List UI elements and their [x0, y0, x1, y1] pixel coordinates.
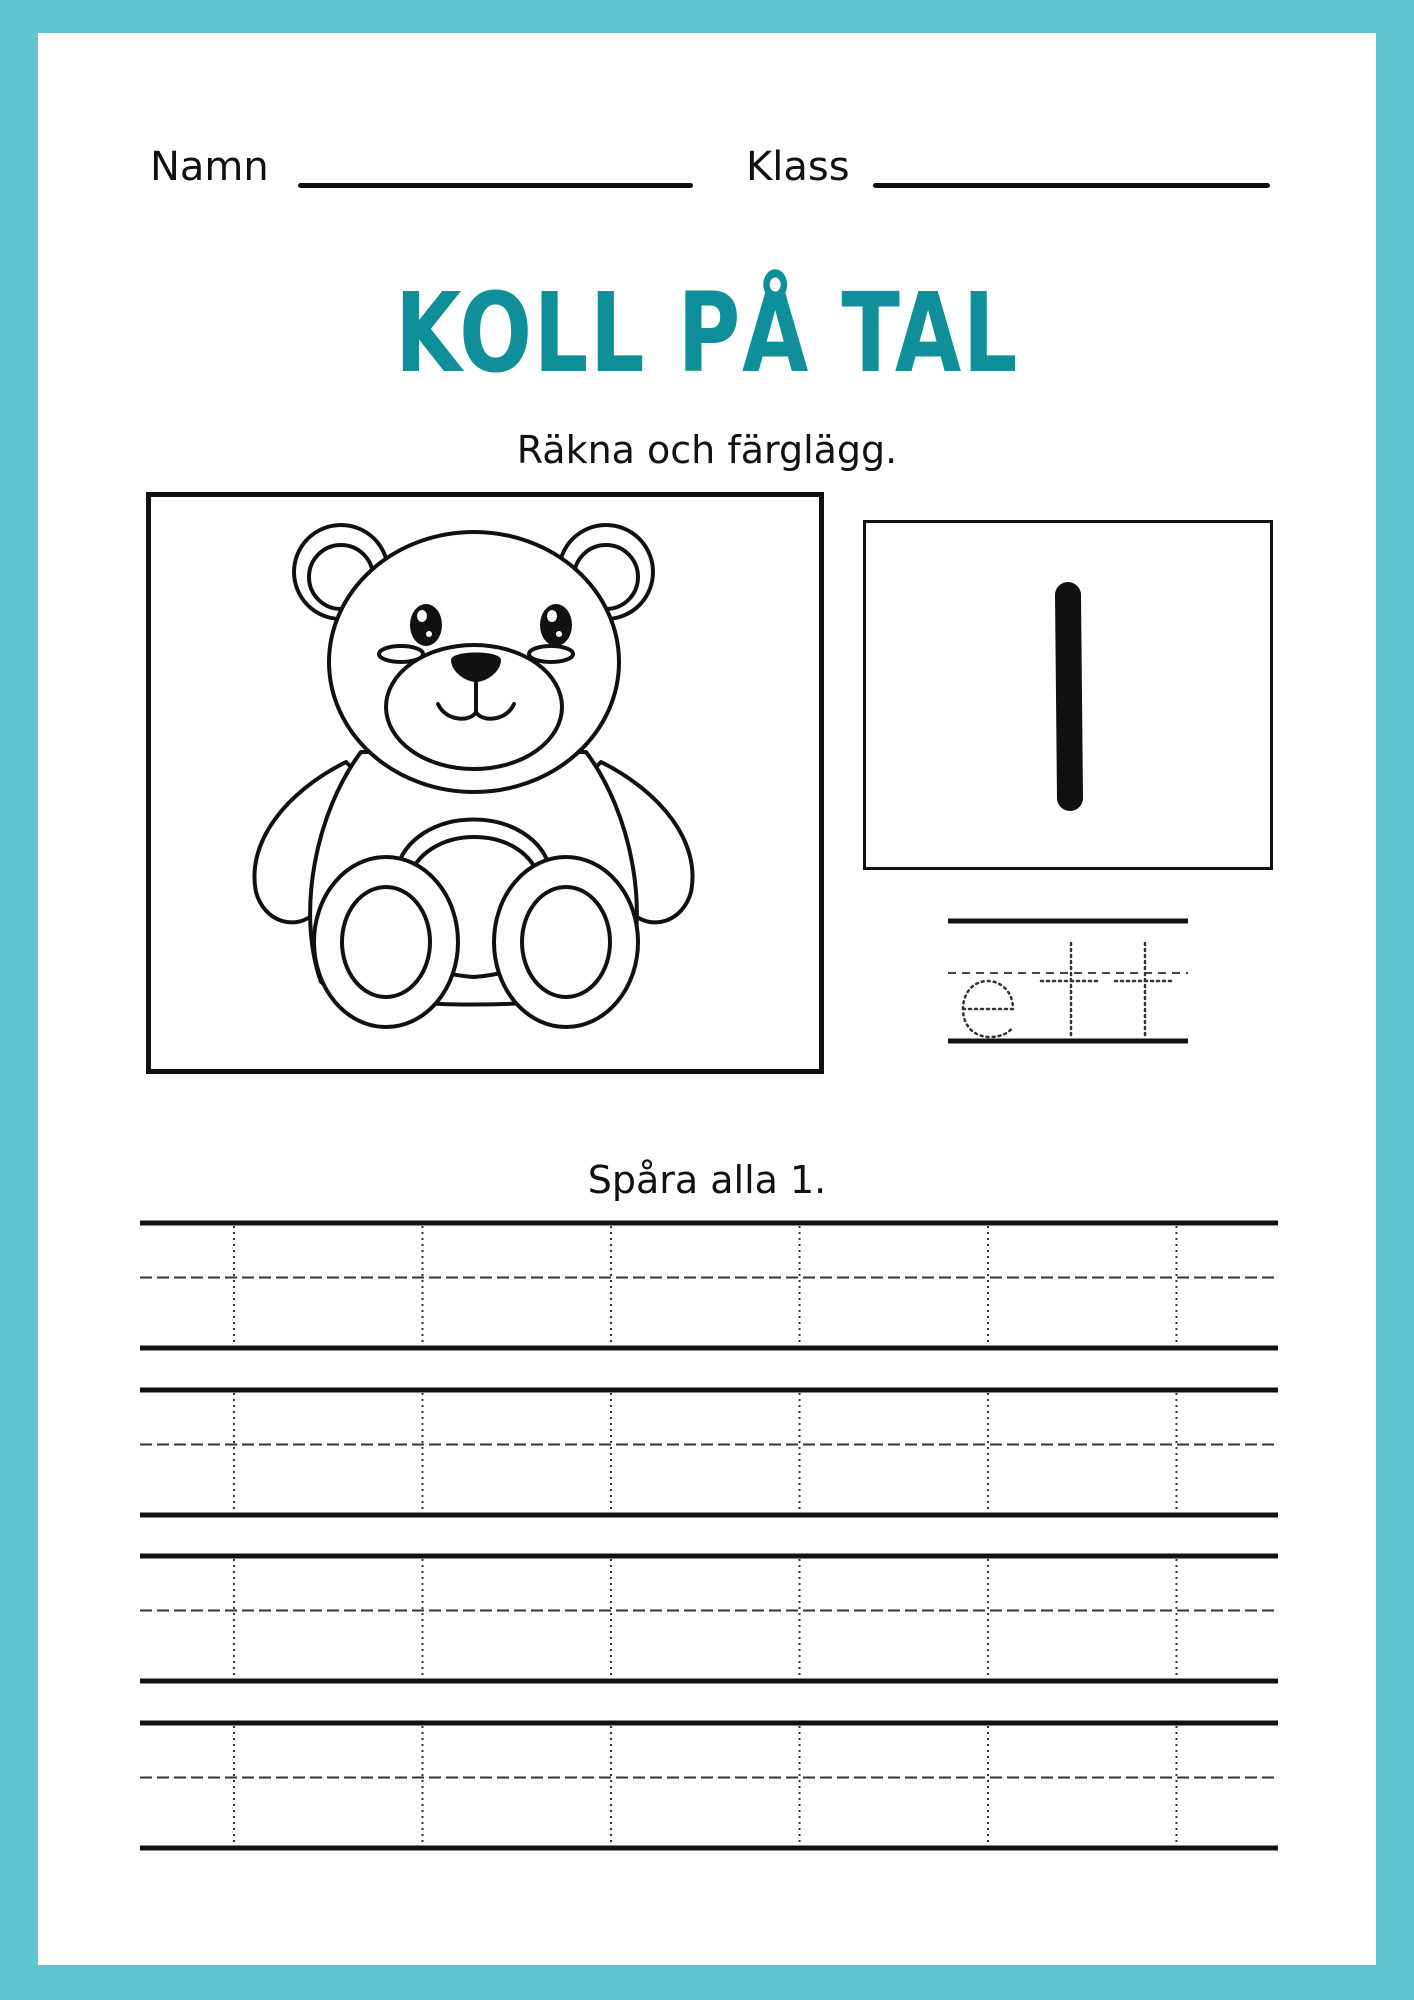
trace-instruction: Spåra alla 1. — [587, 1158, 827, 1202]
picture-box — [146, 492, 824, 1074]
class-label: Klass — [746, 144, 850, 190]
number-one-glyph — [863, 520, 1273, 870]
name-label: Namn — [150, 144, 269, 190]
number-box — [863, 520, 1273, 870]
name-field-line[interactable] — [298, 183, 693, 188]
class-field-line[interactable] — [873, 183, 1270, 188]
number-word — [38, 33, 39, 34]
worksheet-page — [38, 33, 1376, 1965]
instruction-text: Räkna och färglägg. — [516, 428, 898, 472]
tracing-grid[interactable] — [140, 1220, 1278, 1860]
teddy-bear-icon — [146, 492, 824, 1074]
page-title: KOLL PÅ TAL — [394, 269, 1020, 397]
number-word-trace[interactable] — [943, 913, 1193, 1053]
